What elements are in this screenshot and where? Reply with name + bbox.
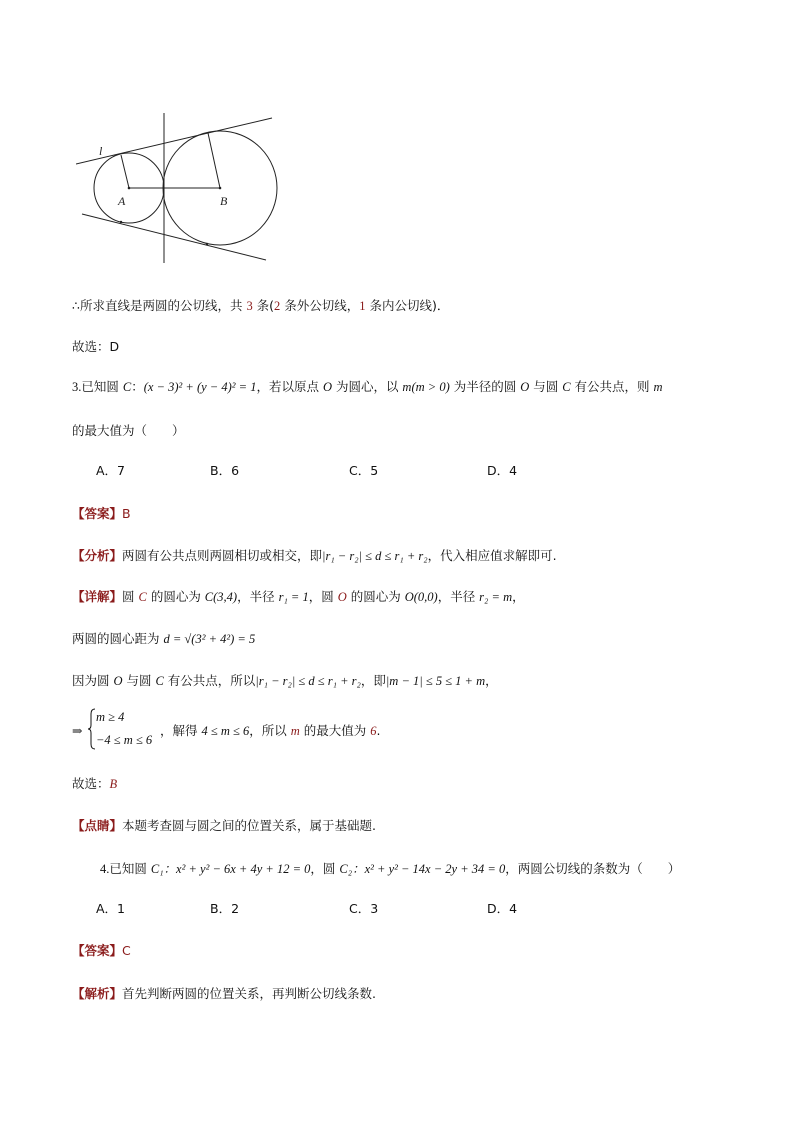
tangent-point-bottom-b [206, 243, 208, 245]
q3-detail-r1: r₁ = 1 [278, 590, 309, 604]
q3-detail-center-c: C(3,4) [204, 590, 238, 604]
q3-because-text-e: ，即 [360, 673, 386, 688]
q4-analysis-tag: 【解析】 [72, 986, 123, 1001]
q3-detail-text-g: ， [512, 589, 525, 604]
q3-option-d[interactable]: D．4 [487, 463, 518, 478]
q3-stem-line1 [72, 378, 663, 396]
q3-text-2: ： [131, 379, 144, 394]
q3-choose-value: B [109, 777, 118, 791]
q3-var-o2: O [520, 380, 530, 394]
q3-system-text-c: 的最大值为 [299, 723, 371, 738]
q3-comment-line [72, 817, 376, 835]
conclusion-count-ext: 2 [274, 299, 281, 313]
q3-text-4: 为圆心，以 [331, 379, 403, 394]
radius-b [208, 133, 220, 188]
q4-var-c2: C₂ [339, 862, 353, 876]
q3-system-var-m: m [290, 724, 300, 738]
q4-text-3: ，两圆公切线的条数为（ ） [505, 861, 681, 876]
q3-because-inequality-2: |m − 1| ≤ 5 ≤ 1 + m [385, 674, 486, 688]
q3-number: 3. [72, 380, 82, 394]
conclusion-text-b: 条( [252, 298, 275, 313]
conclusion-text-a: ∴所求直线是两圆的公切线，共 [72, 298, 247, 313]
q3-system-line-1: m ≥ 4 [96, 710, 125, 724]
q3-detail-r2: r₂ = m [479, 590, 513, 604]
q3-option-c[interactable]: C．5 [349, 463, 379, 478]
label-b: B [220, 194, 228, 208]
q3-implies-arrow: ⇒ [72, 723, 83, 738]
q3-var-c2: C [562, 380, 571, 394]
top-tangent-line [76, 118, 272, 164]
q3-because-text-b: 与圆 [122, 673, 156, 688]
q3-system-text-d: . [376, 723, 381, 738]
q3-analysis-line [72, 547, 557, 565]
q3-text-5: 为半径的圆 [449, 379, 521, 394]
q3-distance-text: 两圆的圆心距为 [72, 631, 164, 646]
q4-option-a[interactable]: A．1 [96, 901, 126, 916]
q3-detail-text-b: 的圆心为 [146, 589, 205, 604]
q3-var-c: C [122, 380, 132, 394]
q3-because-text-a: 因为圆 [72, 673, 114, 688]
q3-comment-tag: 【点睛】 [72, 818, 123, 833]
q3-detail-center-o: O(0,0) [404, 590, 438, 604]
q4-analysis-text: 首先判断两圆的位置关系，再判断公切线条数. [122, 986, 376, 1001]
q3-because-var-o: O [113, 674, 123, 688]
tangent-point-bottom-a [120, 221, 122, 223]
label-a: A [118, 194, 126, 208]
q3-system-brace [88, 708, 96, 750]
conclusion-count-int: 1 [359, 299, 366, 313]
q3-circle-equation: (x − 3)² + (y − 4)² = 1 [143, 380, 257, 394]
radius-a [121, 155, 129, 188]
q3-analysis-text-b: ，代入相应值求解即可. [427, 548, 557, 563]
q4-option-b[interactable]: B．2 [210, 901, 240, 916]
q4-var-c1: C₁ [150, 862, 164, 876]
q3-analysis-text-a: 两圆有公共点则两圆相切或相交，即 [122, 548, 323, 563]
q3-answer-tag: 【答案】 [72, 506, 123, 521]
q3-answer-line [72, 505, 131, 523]
q4-answer-tag: 【答案】 [72, 943, 123, 958]
q3-detail-text-d: ，圆 [308, 589, 338, 604]
q4-option-d[interactable]: D．4 [487, 901, 518, 916]
q3-system-text-b: ，所以 [249, 723, 291, 738]
q3-system-solution: 4 ≤ m ≤ 6 [201, 724, 250, 738]
center-a-dot [128, 187, 131, 190]
q3-detail-tag: 【详解】 [72, 589, 123, 604]
q3-detail-line [72, 588, 525, 606]
q3-text-3: ，若以原点 [256, 379, 323, 394]
q3-detail-text-a: 圆 [122, 589, 139, 604]
q4-text-2: ，圆 [310, 861, 340, 876]
q3-system-solution-line [160, 722, 380, 740]
q3-comment-text: 本题考查圆与圆之间的位置关系，属于基础题. [122, 818, 376, 833]
conclusion-text-d: 条内公切线)． [365, 298, 450, 313]
q3-analysis-tag: 【分析】 [72, 548, 123, 563]
q3-option-b[interactable]: B．6 [210, 463, 240, 478]
conclusion-text-c: 条外公切线， [280, 298, 360, 313]
q3-detail-text-e: 的圆心为 [346, 589, 405, 604]
q3-var-m: m [653, 380, 663, 394]
q3-detail-var-o: O [337, 590, 347, 604]
q4-equation-1: ：x² + y² − 6x + 4y + 12 = 0 [163, 862, 311, 876]
q3-system-line-2: −4 ≤ m ≤ 6 [96, 733, 153, 747]
choice-line-prev: 故选：D [72, 339, 120, 354]
tangent-circles-figure [76, 108, 282, 264]
q3-option-a[interactable]: A．7 [96, 463, 126, 478]
q3-system-text-a: ，解得 [160, 723, 202, 738]
conclusion-line [72, 297, 449, 315]
q3-because-text-f: ， [485, 673, 498, 688]
q3-distance-equation: d = √(3² + 4²) = 5 [163, 632, 256, 646]
q4-analysis-line [72, 985, 376, 1003]
q3-because-var-c: C [155, 674, 164, 688]
q3-detail-var-c: C [138, 590, 147, 604]
q4-answer-line [72, 942, 131, 960]
conclusion-count-total: 3 [246, 299, 253, 313]
label-l: l [99, 144, 103, 158]
q3-choose-text: 故选： [72, 776, 110, 791]
q3-detail-text-f: ，半径 [437, 589, 480, 604]
q4-number: 4. [100, 862, 110, 876]
q3-text-7: 有公共点，则 [570, 379, 654, 394]
q3-text-1: 已知圆 [81, 379, 123, 394]
q4-equation-2: ：x² + y² − 14x − 2y + 34 = 0 [352, 862, 506, 876]
q3-choose-line [72, 775, 117, 793]
q3-m-condition: m(m > 0) [402, 380, 450, 394]
q4-text-1: 已知圆 [109, 861, 151, 876]
q3-text-6: 与圆 [529, 379, 563, 394]
q3-because-line [72, 672, 498, 690]
q3-because-inequality: |r₁ − r₂| ≤ d ≤ r₁ + r₂ [255, 674, 361, 688]
q4-option-c[interactable]: C．3 [349, 901, 379, 916]
q3-detail-text-c: ，半径 [237, 589, 279, 604]
q3-var-o: O [322, 380, 332, 394]
q3-system-max: 6 [370, 724, 377, 738]
q3-because-text-d: 有公共点，所以 [163, 673, 256, 688]
q3-answer-value: B [122, 506, 131, 521]
q4-answer-value: C [122, 943, 131, 958]
q3-analysis-inequality: |r₁ − r₂| ≤ d ≤ r₁ + r₂ [322, 549, 428, 563]
q3-stem-line2: 的最大值为（ ） [72, 423, 185, 438]
center-b-dot [219, 187, 222, 190]
q4-stem-line [100, 860, 680, 878]
q3-distance-line [72, 630, 255, 648]
